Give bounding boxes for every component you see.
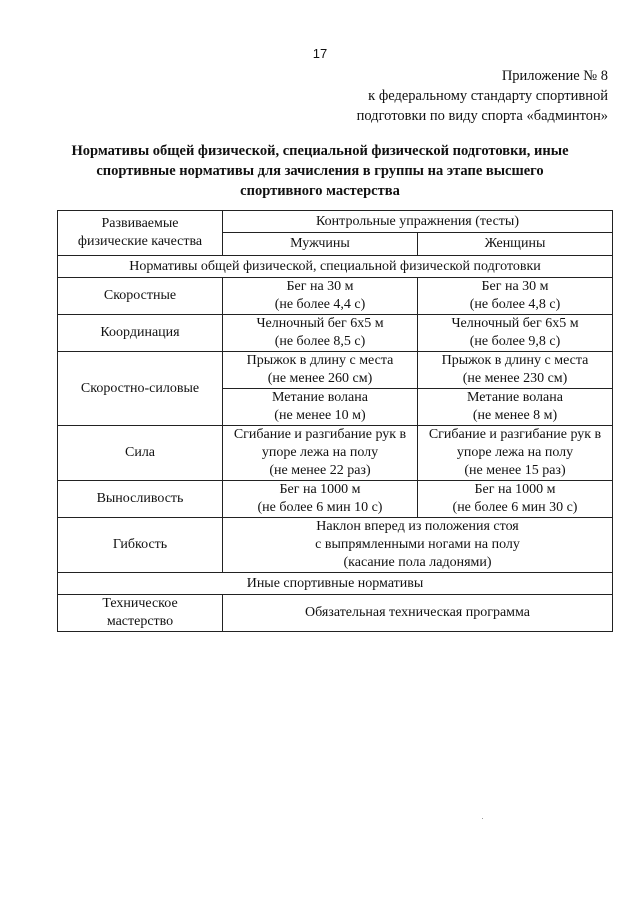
quality-cell: Техническое мастерство [58, 595, 223, 632]
table-row [58, 426, 613, 481]
quality-cell: Гибкость [58, 518, 223, 573]
norm-cell-men: Бег на 30 м (не более 4,4 с) [223, 278, 418, 315]
norm-cell-women: Прыжок в длину с места (не менее 230 см) [418, 352, 613, 389]
norm-cell-men: Сгибание и разгибание рук в упоре лежа на полу (не менее 22 раз) [223, 426, 418, 481]
norm-cell-women: Сгибание и разгибание рук в упоре лежа на полу (не менее 15 раз) [418, 426, 613, 481]
norm-cell-men: Метание волана (не менее 10 м) [223, 389, 418, 426]
norm-cell-men: Челночный бег 6х5 м (не более 8,5 с) [223, 315, 418, 352]
norm-cell-men: Бег на 1000 м (не более 6 мин 10 с) [223, 481, 418, 518]
appendix-line: Приложение № 8 [501, 68, 608, 84]
table-header-row [58, 211, 613, 233]
appendix-line: подготовки по виду спорта «бадминтон» [356, 108, 608, 124]
scan-artifact [482, 818, 483, 819]
quality-cell: Координация [58, 315, 223, 352]
norm-cell-both: Обязательная техническая программа [223, 595, 613, 632]
header-women: Женщины [418, 233, 613, 256]
quality-cell: Выносливость [58, 481, 223, 518]
section-title-other: Иные спортивные нормативы [58, 573, 613, 595]
page-number: 17 [312, 46, 328, 61]
quality-cell: Скоростно-силовые [58, 352, 223, 426]
norm-cell-both: Наклон вперед из положения стоя с выпрямленными ногами на полу (касание пола ладонями) [223, 518, 613, 573]
header-tests: Контрольные упражнения (тесты) [223, 211, 613, 233]
table-row [58, 595, 613, 632]
appendix-line: к федеральному стандарту спортивной [368, 88, 608, 104]
header-men: Мужчины [223, 233, 418, 256]
norm-cell-men: Прыжок в длину с места (не менее 260 см) [223, 352, 418, 389]
section-title-general: Нормативы общей физической, специальной физической подготовки [58, 256, 613, 278]
table-row [58, 352, 613, 389]
norms-table [57, 210, 613, 632]
section-row [58, 256, 613, 278]
header-qualities: Развиваемые физические качества [58, 211, 223, 256]
table-row [58, 315, 613, 352]
norm-cell-women: Метание волана (не менее 8 м) [418, 389, 613, 426]
title-line: спортивные нормативы для зачисления в группы на этапе высшего [96, 163, 544, 179]
quality-cell: Сила [58, 426, 223, 481]
title-line: Нормативы общей физической, специальной физической подготовки, иные [71, 143, 569, 159]
document-title [40, 141, 600, 201]
quality-cell: Скоростные [58, 278, 223, 315]
norm-cell-women: Бег на 30 м (не более 4,8 с) [418, 278, 613, 315]
section-row [58, 573, 613, 595]
norm-cell-women: Челночный бег 6х5 м (не более 9,8 с) [418, 315, 613, 352]
norm-cell-women: Бег на 1000 м (не более 6 мин 30 с) [418, 481, 613, 518]
title-line: спортивного мастерства [240, 183, 400, 199]
table-row [58, 481, 613, 518]
table-row [58, 278, 613, 315]
table-row [58, 518, 613, 573]
appendix-header [357, 66, 608, 126]
